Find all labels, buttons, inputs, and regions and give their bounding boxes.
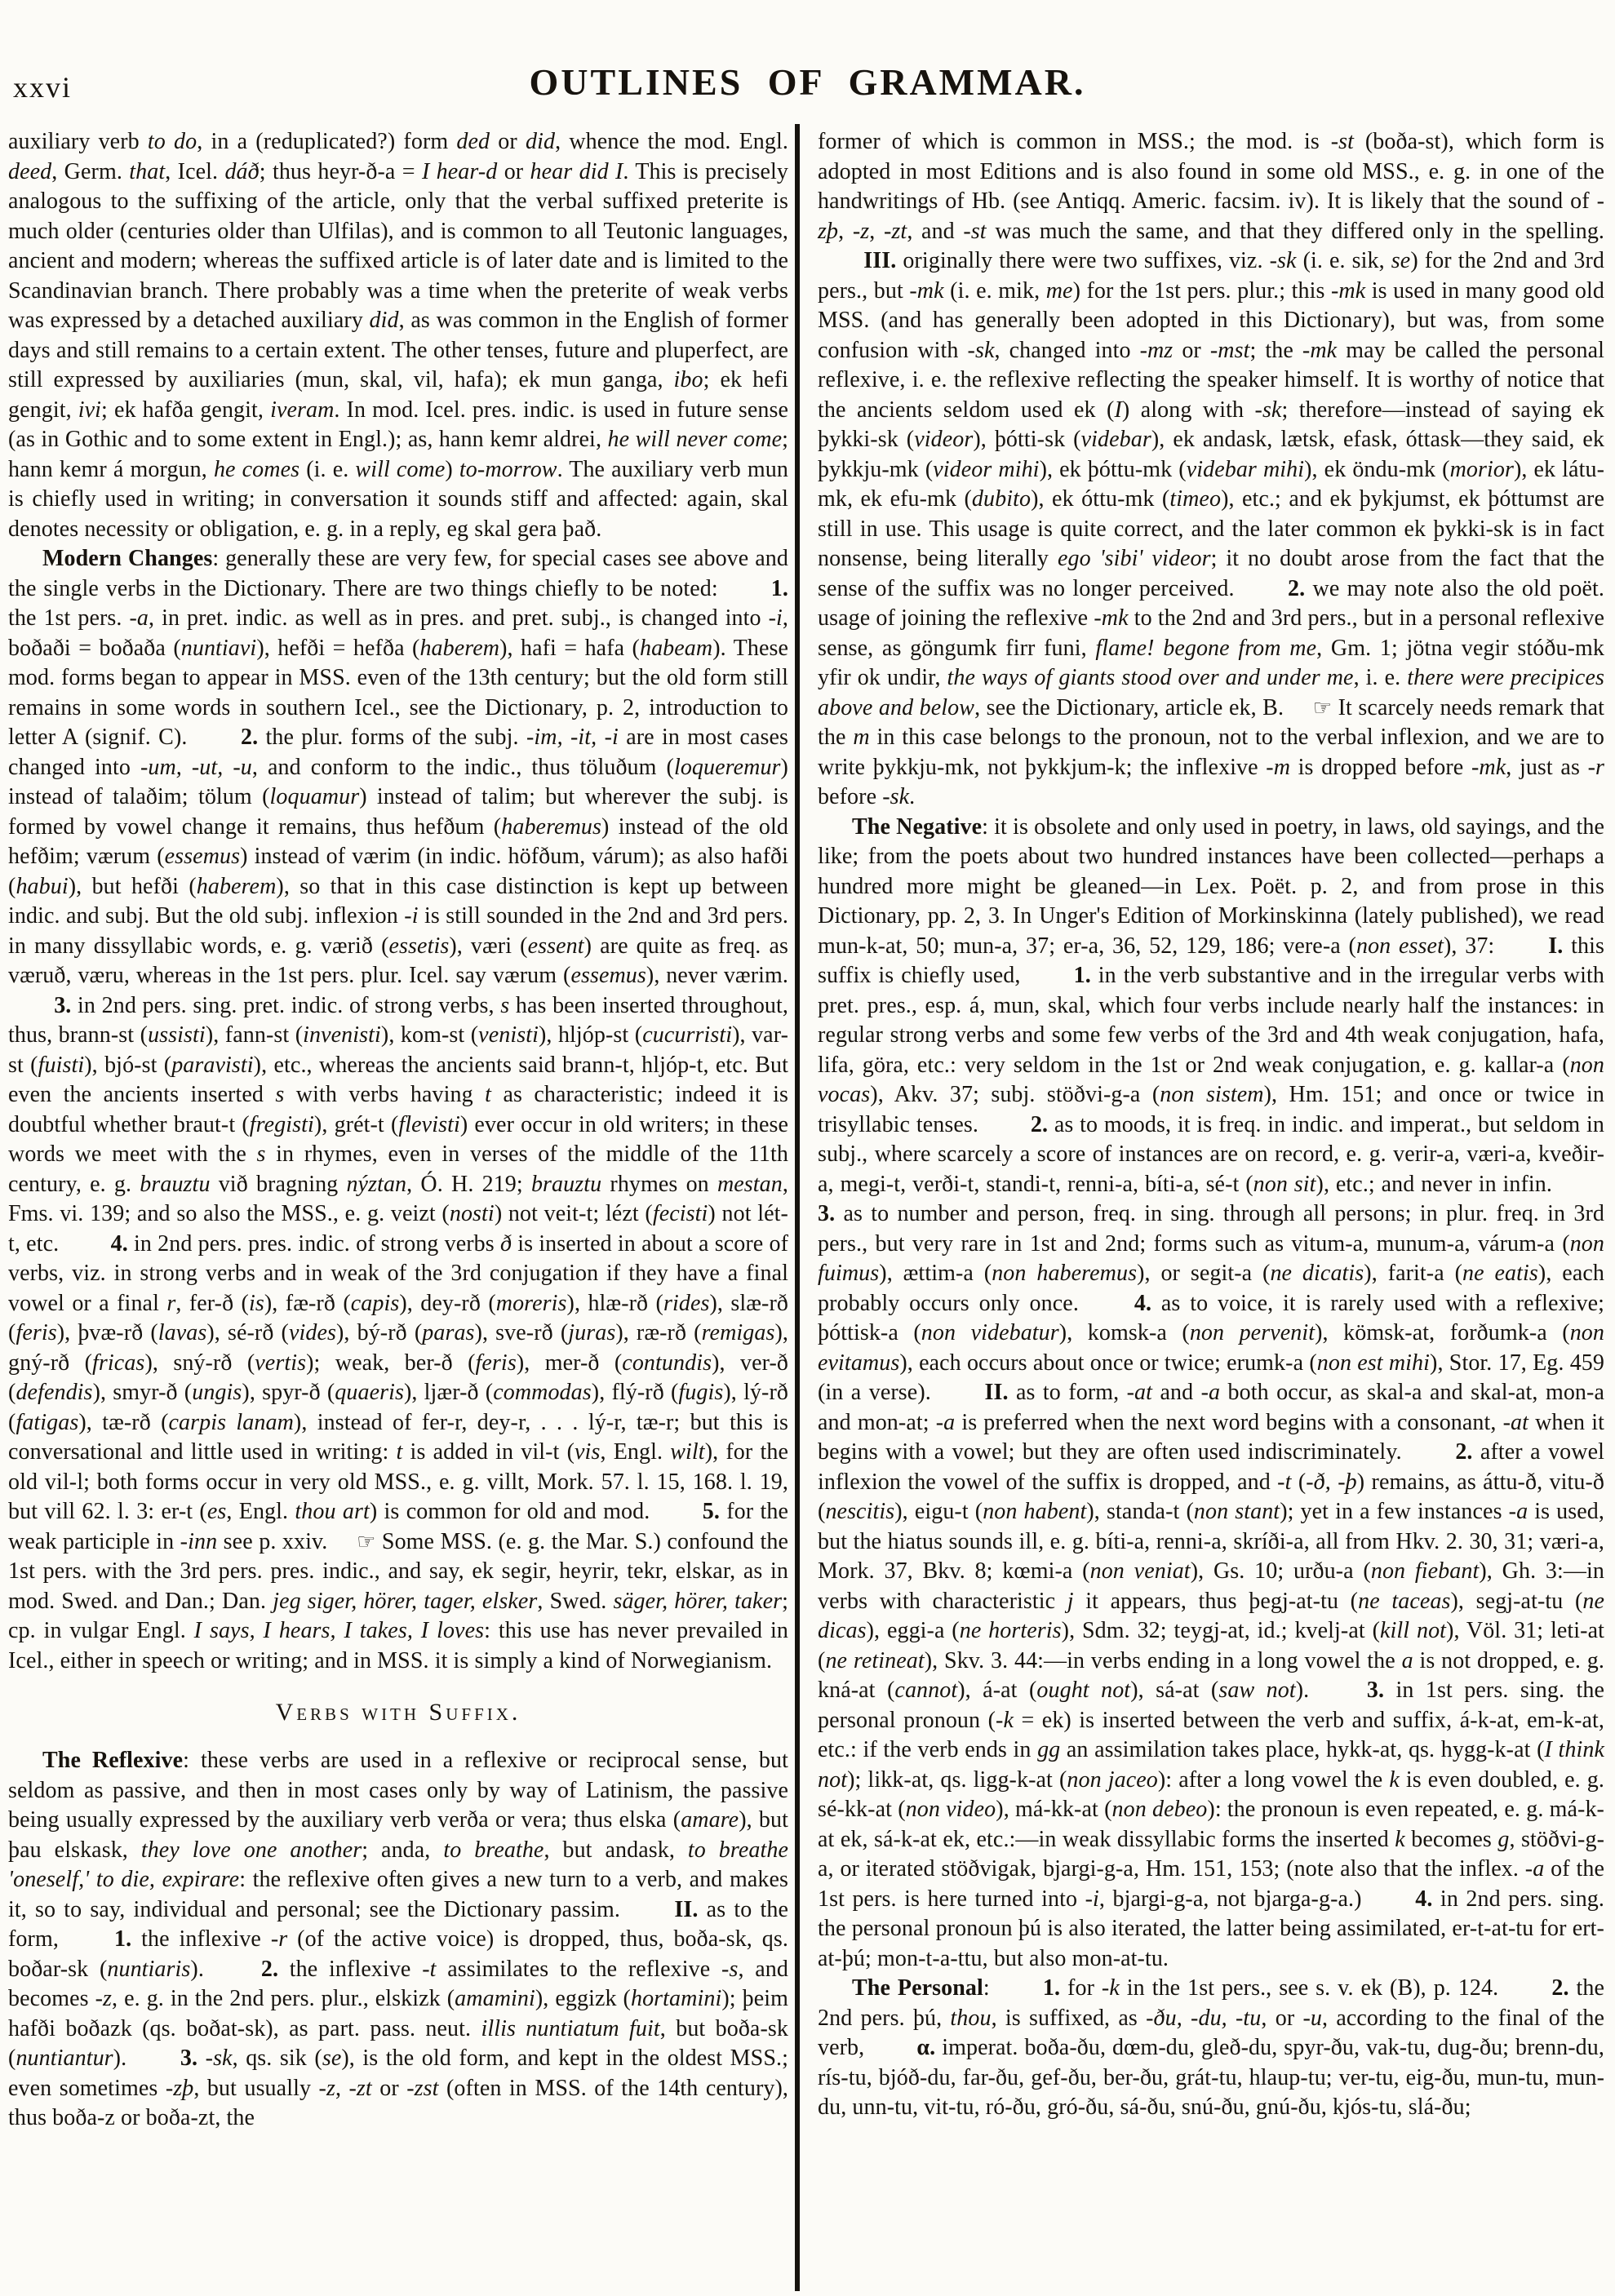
paragraph-modern-changes: Modern Changes: generally these are very few, for special cases see above and the single verbs in the Dictionary. There are two things chiefly to be noted: 1. the 1st pers. -a, in pret. indic. as well as in pres. and pret. subj., is changed into -i, boðaði = boðaða (nuntiavi), hefði = hefða (haberem), hafi = hafa (habeam). These mod. forms began to appear in MSS. even of the 13th century; but the old form still remains in some words in southern Icel., see the Dictionary, p. 2, introduction to letter A (signif. C). 2. the plur. forms of the subj. -im, -it, -i are in most cases changed into -um, -ut, -u, and conform to the indic., thus töluðum (loqueremur) instead of talaðim; tölum (loquamur) instead of talim; but wherever the subj. is formed by vowel change it remains, thus hefðum (haberemus) instead of the old hefðim; værum (essemus) instead of værim (in indic. höfðum, várum); as also hafði (habui), but hefði (haberem), so that in this case distinction is kept up between indic. and subj. But the old subj. inflexion -i is still sounded in the 2nd and 3rd pers. in many dissyllabic words, e. g. værið (essetis), væri (essent) are quite as freq. as væruð, væru, whereas in the 1st pers. plur. Icel. say værum (essemus), never værim. 3. in 2nd pers. sing. pret. indic. of strong verbs, s has been inserted throughout, thus, brann-st (ussisti), fann-st (invenisti), kom-st (venisti), hljóp-st (cucurristi), var-st (fuisti), bjó-st (paravisti), etc., whereas the ancients said brann-t, hljóp-t, etc. But even the ancients inserted s with verbs having t as characteristic; indeed it is doubtful whether braut-t (fregisti), grét-t (flevisti) ever occur in old writers; in these words we meet with the s in rhymes, even in verses of the middle of the 11th century, e. g. brauztu við bragning nýztan, Ó. H. 219; brauztu rhymes on mestan, Fms. vi. 139; and so also the MSS., e. g. veizt (nosti) not veit-t; lézt (fecisti) not lét-t, etc. 4. in 2nd pers. pres. indic. of strong verbs ð is inserted in about a score of verbs, viz. in strong verbs and in weak of the 3rd conjugation if they have a final vowel or a final r, fer-ð (is), fæ-rð (capis), dey-rð (moreris), hlæ-rð (rides), slæ-rð (feris), þvæ-rð (lavas), sé-rð (vides), bý-rð (paras), sve-rð (juras), ræ-rð (remigas), gný-rð (fricas), sný-rð (vertis); weak, ber-ð (feris), mer-ð (contundis), ver-ð (defendis), smyr-ð (ungis), spyr-ð (quaeris), ljær-ð (commodas), flý-rð (fugis), lý-rð (fatigas), tæ-rð (carpis lanam), instead of fer-r, dey-r, . . . lý-r, tæ-r; but this is conversational and little used in writing: t is added in vil-t (vis, Engl. wilt), for the old vil-l; both forms occur in very old MSS., e. g. villt, Mork. 57. l. 15, 168. l. 19, but vill 62. l. 3: er-t (es, Engl. thou art) is common for old and mod. 5. for the weak participle in -inn see p. xxiv. ☞ Some MSS. (e. g. the Mar. S.) confound the 1st pers. with the 3rd pers. pres. indic., and say, ek segir, heyrir, tekr, elskar, as in mod. Swed. and Dan.; Dan. jeg siger, hörer, tager, elsker, Swed. säger, hörer, taker; cp. in vulgar Engl. I says, I hears, I takes, I loves: this use has never prevailed in Icel., either in speech or writing; and in MSS. it is simply a kind of Norwegianism. — [8, 546, 789, 1673]
manicule-icon: ☞ — [1312, 695, 1333, 720]
running-title: OUTLINES OF GRAMMAR. — [529, 61, 1086, 103]
left-column — [8, 127, 788, 2134]
paragraph-the-personal: The Personal: 1. for -k in the 1st pers., see s. v. ek (B), p. 124. 2. the 2nd pers. þú, thou, is suffixed, as -ðu, -du, -tu, or -u, according to the final of the verb, α. imperat. boða-ðu, dœm-du, gleð-du, spyr-ðu, vak-tu, dug-ðu; brenn-du, rís-tu, bjóð-du, far-ðu, gef-ðu, ber-ðu, grát-tu, hlaup-tu; ver-tu, eig-ðu, mun-tu, mun-du, unn-tu, vit-tu, ró-ðu, gró-ðu, sá-ðu, snú-ðu, gnú-ðu, kjós-tu, slá-ðu; — [818, 1975, 1605, 2120]
paragraph-continuation-left: auxiliary verb to do, in a (reduplicated?) form ded or did, whence the mod. Engl. deed, Germ. that, Icel. dáð; thus heyr-ð-a = I hear-d or hear did I. This is precisely analogous to the suffixing of the article, only that the verbal suffixed preterite is much older (centuries older than Ulfilas), and is common to all Teutonic languages, ancient and modern; whereas the suffixed article is of later date and is limited to the Scandinavian branch. There probably was a time when the preterite of weak verbs was expressed by a detached auxiliary did, as was common in the English of former days and still remains to a certain extent. The other tenses, future and pluperfect, are still expressed by auxiliaries (mun, skal, vil, hafa); ek mun ganga, ibo; ek hefi gengit, ivi; ek hafða gengit, iveram. In mod. Icel. pres. indic. is used in future sense (as in Gothic and to some extent in Engl.); as, hann kemr aldrei, he will never come; hann kemr á morgun, he comes (i. e. will come) to-morrow. The auxiliary verb mun is chiefly used in writing; in conversation it sounds stiff and affected: again, skal denotes necessity or obligation, e. g. in a reply, eg skal gera það. — [8, 129, 789, 542]
column-divider-rule — [795, 124, 800, 2291]
manicule-icon: ☞ — [356, 1529, 376, 1554]
page-number: xxvi — [13, 71, 73, 104]
paragraph-continuation-right: former of which is common in MSS.; the mod. is -st (boða-st), which form is adopted in most Editions and is also found in some old MSS., e. g. in one of the handwritings of Hb. (see Antiqq. Americ. facsim. iv). It is likely that the sound of -zþ, -z, -zt, and -st was much the same, and that they differed only in the spelling. III. originally there were two suffixes, viz. -sk (i. e. sik, se) for the 2nd and 3rd pers., but -mk (i. e. mik, me) for the 1st pers. plur.; this -mk is used in many good old MSS. (and has generally been adopted in this Dictionary), but was, from some confusion with -sk, changed into -mz or -mst; the -mk may be called the personal reflexive, i. e. the reflexive reflecting the speaker himself. It is worthy of notice that the ancients seldom used ek (I) along with -sk; therefore—instead of saying ek þykki-sk (videor), þótti-sk (videbar), ek andask, lætsk, efask, óttask—they said, ek þykkju-mk (videor mihi), ek þóttu-mk (videbar mihi), ek öndu-mk (morior), ek látu-mk, ek efu-mk (dubito), ek óttu-mk (timeo), etc.; and ek þykjumst, ek þóttumst are still in use. This usage is quite correct, and the later common ek þykki-sk is in fact nonsense, being literally ego 'sibi' videor; it no doubt arose from the fact that the sense of the suffix was no longer perceived. 2. we may note also the old poët. usage of joining the reflexive -mk to the 2nd and 3rd pers., but in a personal reflexive sense, as göngumk firr funi, flame! begone from me, Gm. 1; jötna vegir stóðu-mk yfir ok undir, the ways of giants stood over and under me, i. e. there were precipices above and below, see the Dictionary, article ek, B. ☞ It scarcely needs remark that the m in this case belongs to the pronoun, not to the verbal inflexion, and we are to write þykkju-mk, not þykkjum-k; the inflexive -m is dropped before -mk, just as -r before -sk. — [818, 129, 1605, 809]
right-column — [818, 127, 1604, 2123]
section-heading-verbs-with-suffix: Verbs with Suffix. — [275, 1699, 521, 1726]
paragraph-the-negative: The Negative: it is obsolete and only used in poetry, in laws, old sayings, and the like; from the poets about two hundred instances have been collected—perhaps a hundred more might be gleaned—in Lex. Poët. p. 2, and from prose in this Dictionary, pp. 2, 3. In Unger's Edition of Morkinskinna (lately published), we read mun-k-at, 50; mun-a, 37; er-a, 36, 52, 129, 186; vere-a (non esset), 37: I. this suffix is chiefly used, 1. in the verb substantive and in the irregular verbs with pret. pres., esp. á, mun, skal, which four verbs include nearly half the instances: in regular strong verbs and some few verbs of the 3rd and 4th weak conjugation, hafa, lifa, göra, etc.: very seldom in the 1st or 2nd weak conjugation, e. g. kallar-a (non vocas), Akv. 37; subj. stöðvi-g-a (non sistem), Hm. 151; and once or twice in trisyllabic tenses. 2. as to moods, it is freq. in indic. and imperat., but seldom in subj., where scarcely a score of instances are on record, e. g. verir-a, væri-a, kveðir-a, megi-t, verði-t, standi-t, renni-a, bíti-a, sé-t (non sit), etc.; and never in infin. 3. as to number and person, freq. in sing. through all persons; in plur. freq. in 3rd pers., but very rare in 1st and 2nd; forms such as vitum-a, munum-a, várum-a (non fuimus), ættim-a (non haberemus), or segit-a (ne dicatis), farit-a (ne eatis), each probably occurs only once. 4. as to voice, it is rarely used with a reflexive; þóttisk-a (non videbatur), komsk-a (non pervenit), kömsk-at, forðumk-a (non evitamus), each occurs about once or twice; erumk-a (non est mihi), Stor. 17, Eg. 459 (in a verse). II. as to form, -at and -a both occur, as skal-a and skal-at, mon-a and mon-at; -a is preferred when the next word begins with a consonant, -at when it begins with a vowel; but they are often used indiscriminately. 2. after a vowel inflexion the vowel of the suffix is dropped, and -t (-ð, -þ) remains, as áttu-ð, vitu-ð (nescitis), eigu-t (non habent), standa-t (non stant); yet in a few instances -a is used, but the hiatus sounds ill, e. g. bíti-a, renni-a, skríði-a, all from Hkv. 2. 30, 31; væri-a, Mork. 37, Bkv. 8; kœmi-a (non veniat), Gs. 10; urðu-a (non fiebant), Gh. 3:—in verbs with characteristic j it appears, thus þegj-at-tu (ne taceas), segj-at-tu (ne dicas), eggi-a (ne horteris), Sdm. 32; teygj-at, id.; kvelj-at (kill not), Völ. 31; leti-at (ne retineat), Skv. 3. 44:—in verbs ending in a long vowel the a is not dropped, e. g. kná-at (cannot), á-at (ought not), sá-at (saw not). 3. in 1st pers. sing. the personal pronoun (-k = ek) is inserted between the verb and suffix, á-k-at, em-k-at, etc.: if the verb ends in gg an assimilation takes place, hykk-at, qs. hygg-k-at (I think not); likk-at, qs. ligg-k-at (non jaceo): after a long vowel the k is even doubled, e. g. sé-kk-at (non video), má-kk-at (non debeo): the pronoun is even repeated, e. g. má-k-at ek, sá-k-at ek, etc.:—in weak dissyllabic forms the inserted k becomes g, stöðvi-g-a, or iterated stöðvigak, bjargi-g-a, Hm. 151, 153; (note also that the inflex. -a of the 1st pers. is here turned into -i, bjargi-g-a, not bjarga-g-a.) 4. in 2nd pers. sing. the personal pronoun þú is also iterated, the latter being assimilated, er-t-at-tu for ert-at-þú; mon-t-a-ttu, but also mon-at-tu. — [818, 813, 1605, 1971]
paragraph-the-reflexive: The Reflexive: these verbs are used in a reflexive or reciprocal sense, but seldom as passive, and then in most cases only by way of Latinism, the passive being usually expressed by the auxiliary verb verða or vera; thus elska (amare), but þau elskask, they love one another; anda, to breathe, but andask, to breathe 'oneself,' to die, expirare: the reflexive often gives a new turn to a verb, and makes it, so to say, individual and personal; see the Dictionary passim. II. as to the form, 1. the inflexive -r (of the active voice) is dropped, thus, boða-sk, qs. boðar-sk (nuntiaris). 2. the inflexive -t assimilates to the reflexive -s, and becomes -z, e. g. in the 2nd pers. plur., elskizk (amamini), eggizk (hortamini); þeim hafði boðazk (qs. boðat-sk), as part. pass. neut. illis nuntiatum fuit, but boða-sk (nuntiantur). 3. -sk, qs. sik (se), is the old form, and kept in the oldest MSS.; even sometimes -zþ, but usually -z, -zt or -zst (often in MSS. of the 14th century), thus boða-z or boða-zt, the — [8, 1748, 789, 2130]
